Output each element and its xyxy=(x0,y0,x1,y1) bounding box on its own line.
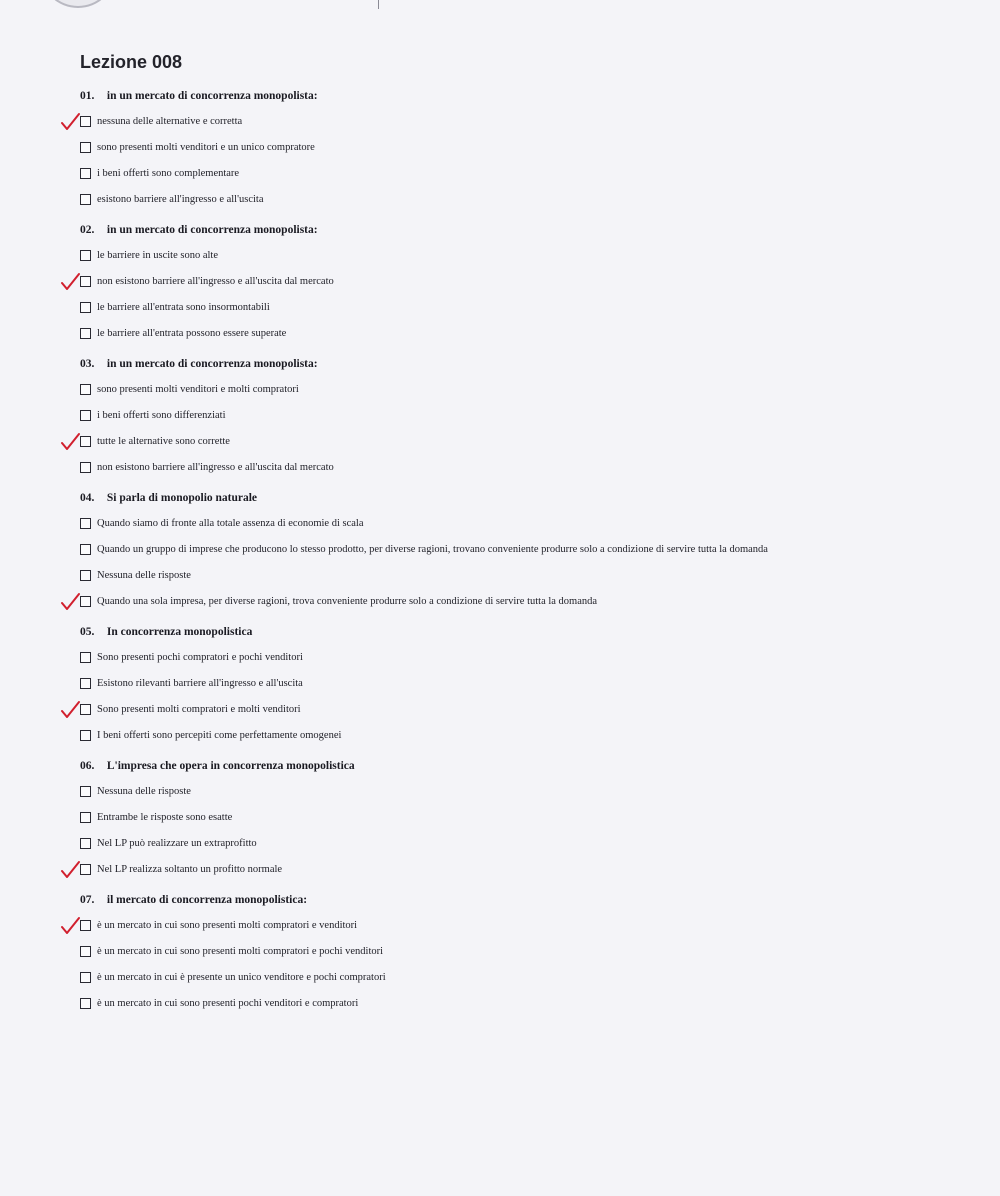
answer-option-label: Quando un gruppo di imprese che producono lo stesso prodotto, per diverse ragioni, trovano conveniente produrre solo a condizione di servire tutta la domanda xyxy=(97,543,768,555)
question-number: 04. xyxy=(80,492,95,504)
answer-checkbox[interactable] xyxy=(80,704,91,715)
answer-option[interactable] xyxy=(0,108,1000,134)
question-text: il mercato di concorrenza monopolistica: xyxy=(106,894,308,906)
logo-seal xyxy=(40,0,116,8)
answer-option[interactable] xyxy=(0,160,1000,186)
answer-checkbox[interactable] xyxy=(80,652,91,663)
answer-option[interactable] xyxy=(0,912,1000,938)
question-number: 06. xyxy=(80,760,95,772)
check-mark-icon xyxy=(60,432,80,452)
answer-option[interactable] xyxy=(0,830,1000,856)
answer-option[interactable] xyxy=(0,670,1000,696)
answer-checkbox[interactable] xyxy=(80,544,91,555)
answer-option[interactable] xyxy=(0,856,1000,882)
answer-option[interactable] xyxy=(0,696,1000,722)
question-block xyxy=(0,892,1000,1016)
answer-option-label: Entrambe le risposte sono esatte xyxy=(97,811,233,823)
question-block xyxy=(0,758,1000,882)
answer-option[interactable] xyxy=(0,588,1000,614)
answer-option[interactable] xyxy=(0,294,1000,320)
header-divider xyxy=(378,0,379,9)
answer-checkbox[interactable] xyxy=(80,116,91,127)
answer-option-label: è un mercato in cui sono presenti molti compratori e venditori xyxy=(97,919,358,931)
question-text: L'impresa che opera in concorrenza monopolistica xyxy=(106,760,355,772)
question-list xyxy=(0,88,1000,1026)
page-title: Lezione 008 xyxy=(80,52,183,72)
answer-checkbox[interactable] xyxy=(80,250,91,261)
answer-option-label: Esistono rilevanti barriere all'ingresso e all'uscita xyxy=(97,677,303,689)
answer-checkbox[interactable] xyxy=(80,786,91,797)
answer-option[interactable] xyxy=(0,644,1000,670)
check-mark-icon xyxy=(60,112,80,132)
answer-option-label: non esistono barriere all'ingresso e all'uscita dal mercato xyxy=(97,275,334,287)
answer-option-label: le barriere in uscite sono alte xyxy=(97,249,218,261)
answer-option[interactable] xyxy=(0,242,1000,268)
answer-checkbox[interactable] xyxy=(80,812,91,823)
answer-checkbox[interactable] xyxy=(80,570,91,581)
answer-checkbox[interactable] xyxy=(80,678,91,689)
question-block xyxy=(0,624,1000,748)
answer-option-label: sono presenti molti venditori e un unico compratore xyxy=(97,141,315,153)
answer-option-label: Nessuna delle risposte xyxy=(97,569,191,581)
check-mark-icon xyxy=(60,916,80,936)
answer-option-label: tutte le alternative sono corrette xyxy=(97,435,230,447)
answer-checkbox[interactable] xyxy=(80,462,91,473)
answer-checkbox[interactable] xyxy=(80,302,91,313)
answer-checkbox[interactable] xyxy=(80,838,91,849)
question-number: 07. xyxy=(80,894,95,906)
answer-checkbox[interactable] xyxy=(80,276,91,287)
question-block xyxy=(0,88,1000,212)
question-heading xyxy=(0,356,1000,372)
answer-option[interactable] xyxy=(0,510,1000,536)
answer-option-label: sono presenti molti venditori e molti compratori xyxy=(97,383,299,395)
question-number: 01. xyxy=(80,90,95,102)
question-text: in un mercato di concorrenza monopolista: xyxy=(106,358,318,370)
answer-checkbox[interactable] xyxy=(80,436,91,447)
answer-option-label: Sono presenti molti compratori e molti venditori xyxy=(97,703,301,715)
answer-checkbox[interactable] xyxy=(80,194,91,205)
answer-option-label: Quando siamo di fronte alla totale assenza di economie di scala xyxy=(97,517,364,529)
answer-option-label: Nel LP può realizzare un extraprofitto xyxy=(97,837,257,849)
answer-option[interactable] xyxy=(0,376,1000,402)
answer-option-label: i beni offerti sono differenziati xyxy=(97,409,226,421)
answer-option[interactable] xyxy=(0,134,1000,160)
answer-option-label: le barriere all'entrata possono essere superate xyxy=(97,327,287,339)
answer-option-label: Nessuna delle risposte xyxy=(97,785,191,797)
answer-checkbox[interactable] xyxy=(80,730,91,741)
answer-option-label: Quando una sola impresa, per diverse ragioni, trova conveniente produrre solo a condizione di servire tutta la domanda xyxy=(97,595,598,607)
answer-checkbox[interactable] xyxy=(80,946,91,957)
answer-checkbox[interactable] xyxy=(80,410,91,421)
answer-checkbox[interactable] xyxy=(80,384,91,395)
question-text: in un mercato di concorrenza monopolista: xyxy=(106,90,318,102)
answer-checkbox[interactable] xyxy=(80,518,91,529)
question-number: 05. xyxy=(80,626,95,638)
answer-option-label: è un mercato in cui sono presenti pochi venditori e compratori xyxy=(97,997,359,1009)
answer-option-label: non esistono barriere all'ingresso e all'uscita dal mercato xyxy=(97,461,334,473)
question-number: 03. xyxy=(80,358,95,370)
answer-option-label: è un mercato in cui è presente un unico venditore e pochi compratori xyxy=(97,971,386,983)
answer-option[interactable] xyxy=(0,268,1000,294)
answer-option[interactable] xyxy=(0,964,1000,990)
answer-option[interactable] xyxy=(0,722,1000,748)
answer-checkbox[interactable] xyxy=(80,168,91,179)
answer-option-label: i beni offerti sono complementare xyxy=(97,167,240,179)
answer-option-label: I beni offerti sono percepiti come perfettamente omogenei xyxy=(97,729,342,741)
check-mark-icon xyxy=(60,700,80,720)
question-heading xyxy=(0,490,1000,506)
question-text: In concorrenza monopolistica xyxy=(106,626,253,638)
answer-option-label: è un mercato in cui sono presenti molti compratori e pochi venditori xyxy=(97,945,384,957)
question-text: Si parla di monopolio naturale xyxy=(106,492,258,504)
answer-option[interactable] xyxy=(0,428,1000,454)
question-block xyxy=(0,490,1000,614)
question-heading xyxy=(0,88,1000,104)
answer-option-label: Sono presenti pochi compratori e pochi venditori xyxy=(97,651,303,663)
check-mark-icon xyxy=(60,272,80,292)
answer-option[interactable] xyxy=(0,804,1000,830)
answer-option[interactable] xyxy=(0,402,1000,428)
answer-checkbox[interactable] xyxy=(80,972,91,983)
answer-option[interactable] xyxy=(0,990,1000,1016)
question-heading xyxy=(0,222,1000,238)
check-mark-icon xyxy=(60,860,80,880)
answer-option[interactable] xyxy=(0,536,1000,562)
answer-option[interactable] xyxy=(0,562,1000,588)
answer-checkbox[interactable] xyxy=(80,142,91,153)
answer-checkbox[interactable] xyxy=(80,328,91,339)
answer-checkbox[interactable] xyxy=(80,864,91,875)
check-mark-icon xyxy=(60,592,80,612)
answer-option-label: Nel LP realizza soltanto un profitto normale xyxy=(97,863,283,875)
answer-checkbox[interactable] xyxy=(80,920,91,931)
answer-checkbox[interactable] xyxy=(80,596,91,607)
question-heading xyxy=(0,892,1000,908)
question-text: in un mercato di concorrenza monopolista: xyxy=(106,224,318,236)
answer-option-label: nessuna delle alternative e corretta xyxy=(97,115,243,127)
question-heading xyxy=(0,758,1000,774)
question-block xyxy=(0,222,1000,346)
answer-option[interactable] xyxy=(0,778,1000,804)
answer-option[interactable] xyxy=(0,938,1000,964)
answer-option[interactable] xyxy=(0,186,1000,212)
answer-option-label: le barriere all'entrata sono insormontabili xyxy=(97,301,270,313)
question-block xyxy=(0,356,1000,480)
answer-checkbox[interactable] xyxy=(80,998,91,1009)
question-number: 02. xyxy=(80,224,95,236)
answer-option-label: esistono barriere all'ingresso e all'uscita xyxy=(97,193,264,205)
answer-option[interactable] xyxy=(0,320,1000,346)
question-heading xyxy=(0,624,1000,640)
answer-option[interactable] xyxy=(0,454,1000,480)
